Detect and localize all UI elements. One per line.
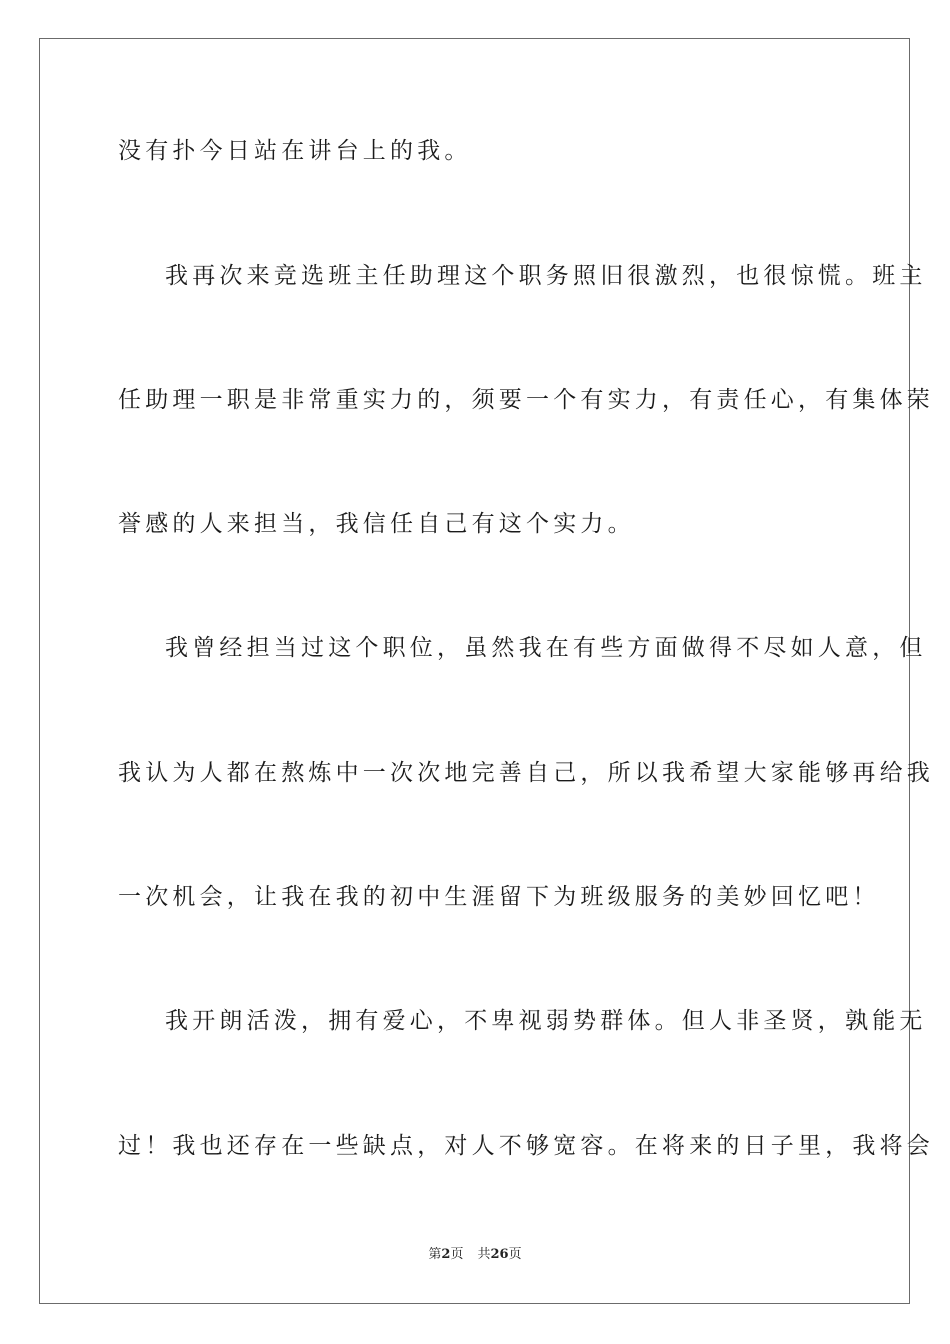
text-line: 我认为人都在熬炼中一次次地完善自己，所以我希望大家能够再给我 [118, 760, 934, 786]
page-footer [0, 1246, 950, 1264]
text-line: 任助理一职是非常重实力的，须要一个有实力，有责任心，有集体荣 [118, 387, 934, 413]
page-prefix: 第 [428, 1247, 442, 1262]
paragraph-start-line: 我再次来竞选班主任助理这个职务照旧很激烈，也很惊慌。班主 [165, 263, 927, 289]
text-line: 没有扑今日站在讲台上的我。 [118, 138, 472, 164]
paragraph-start-line: 我开朗活泼，拥有爱心，不卑视弱势群体。但人非圣贤，孰能无 [165, 1008, 927, 1034]
paragraph-start-line: 我曾经担当过这个职位，虽然我在有些方面做得不尽如人意，但 [165, 635, 927, 661]
page-suffix: 页 [450, 1247, 464, 1262]
page-number: 2 [441, 1247, 451, 1262]
text-line: 过！我也还存在一些缺点，对人不够宽容。在将来的日子里，我将会 [118, 1133, 934, 1159]
text-line: 一次机会，让我在我的初中生涯留下为班级服务的美妙回忆吧！ [118, 884, 880, 910]
total-pages: 26 [490, 1247, 509, 1262]
page-border [39, 38, 934, 1304]
text-line: 誉感的人来担当，我信任自己有这个实力。 [118, 511, 635, 537]
total-prefix: 共 [477, 1247, 491, 1262]
total-suffix: 页 [508, 1247, 522, 1262]
